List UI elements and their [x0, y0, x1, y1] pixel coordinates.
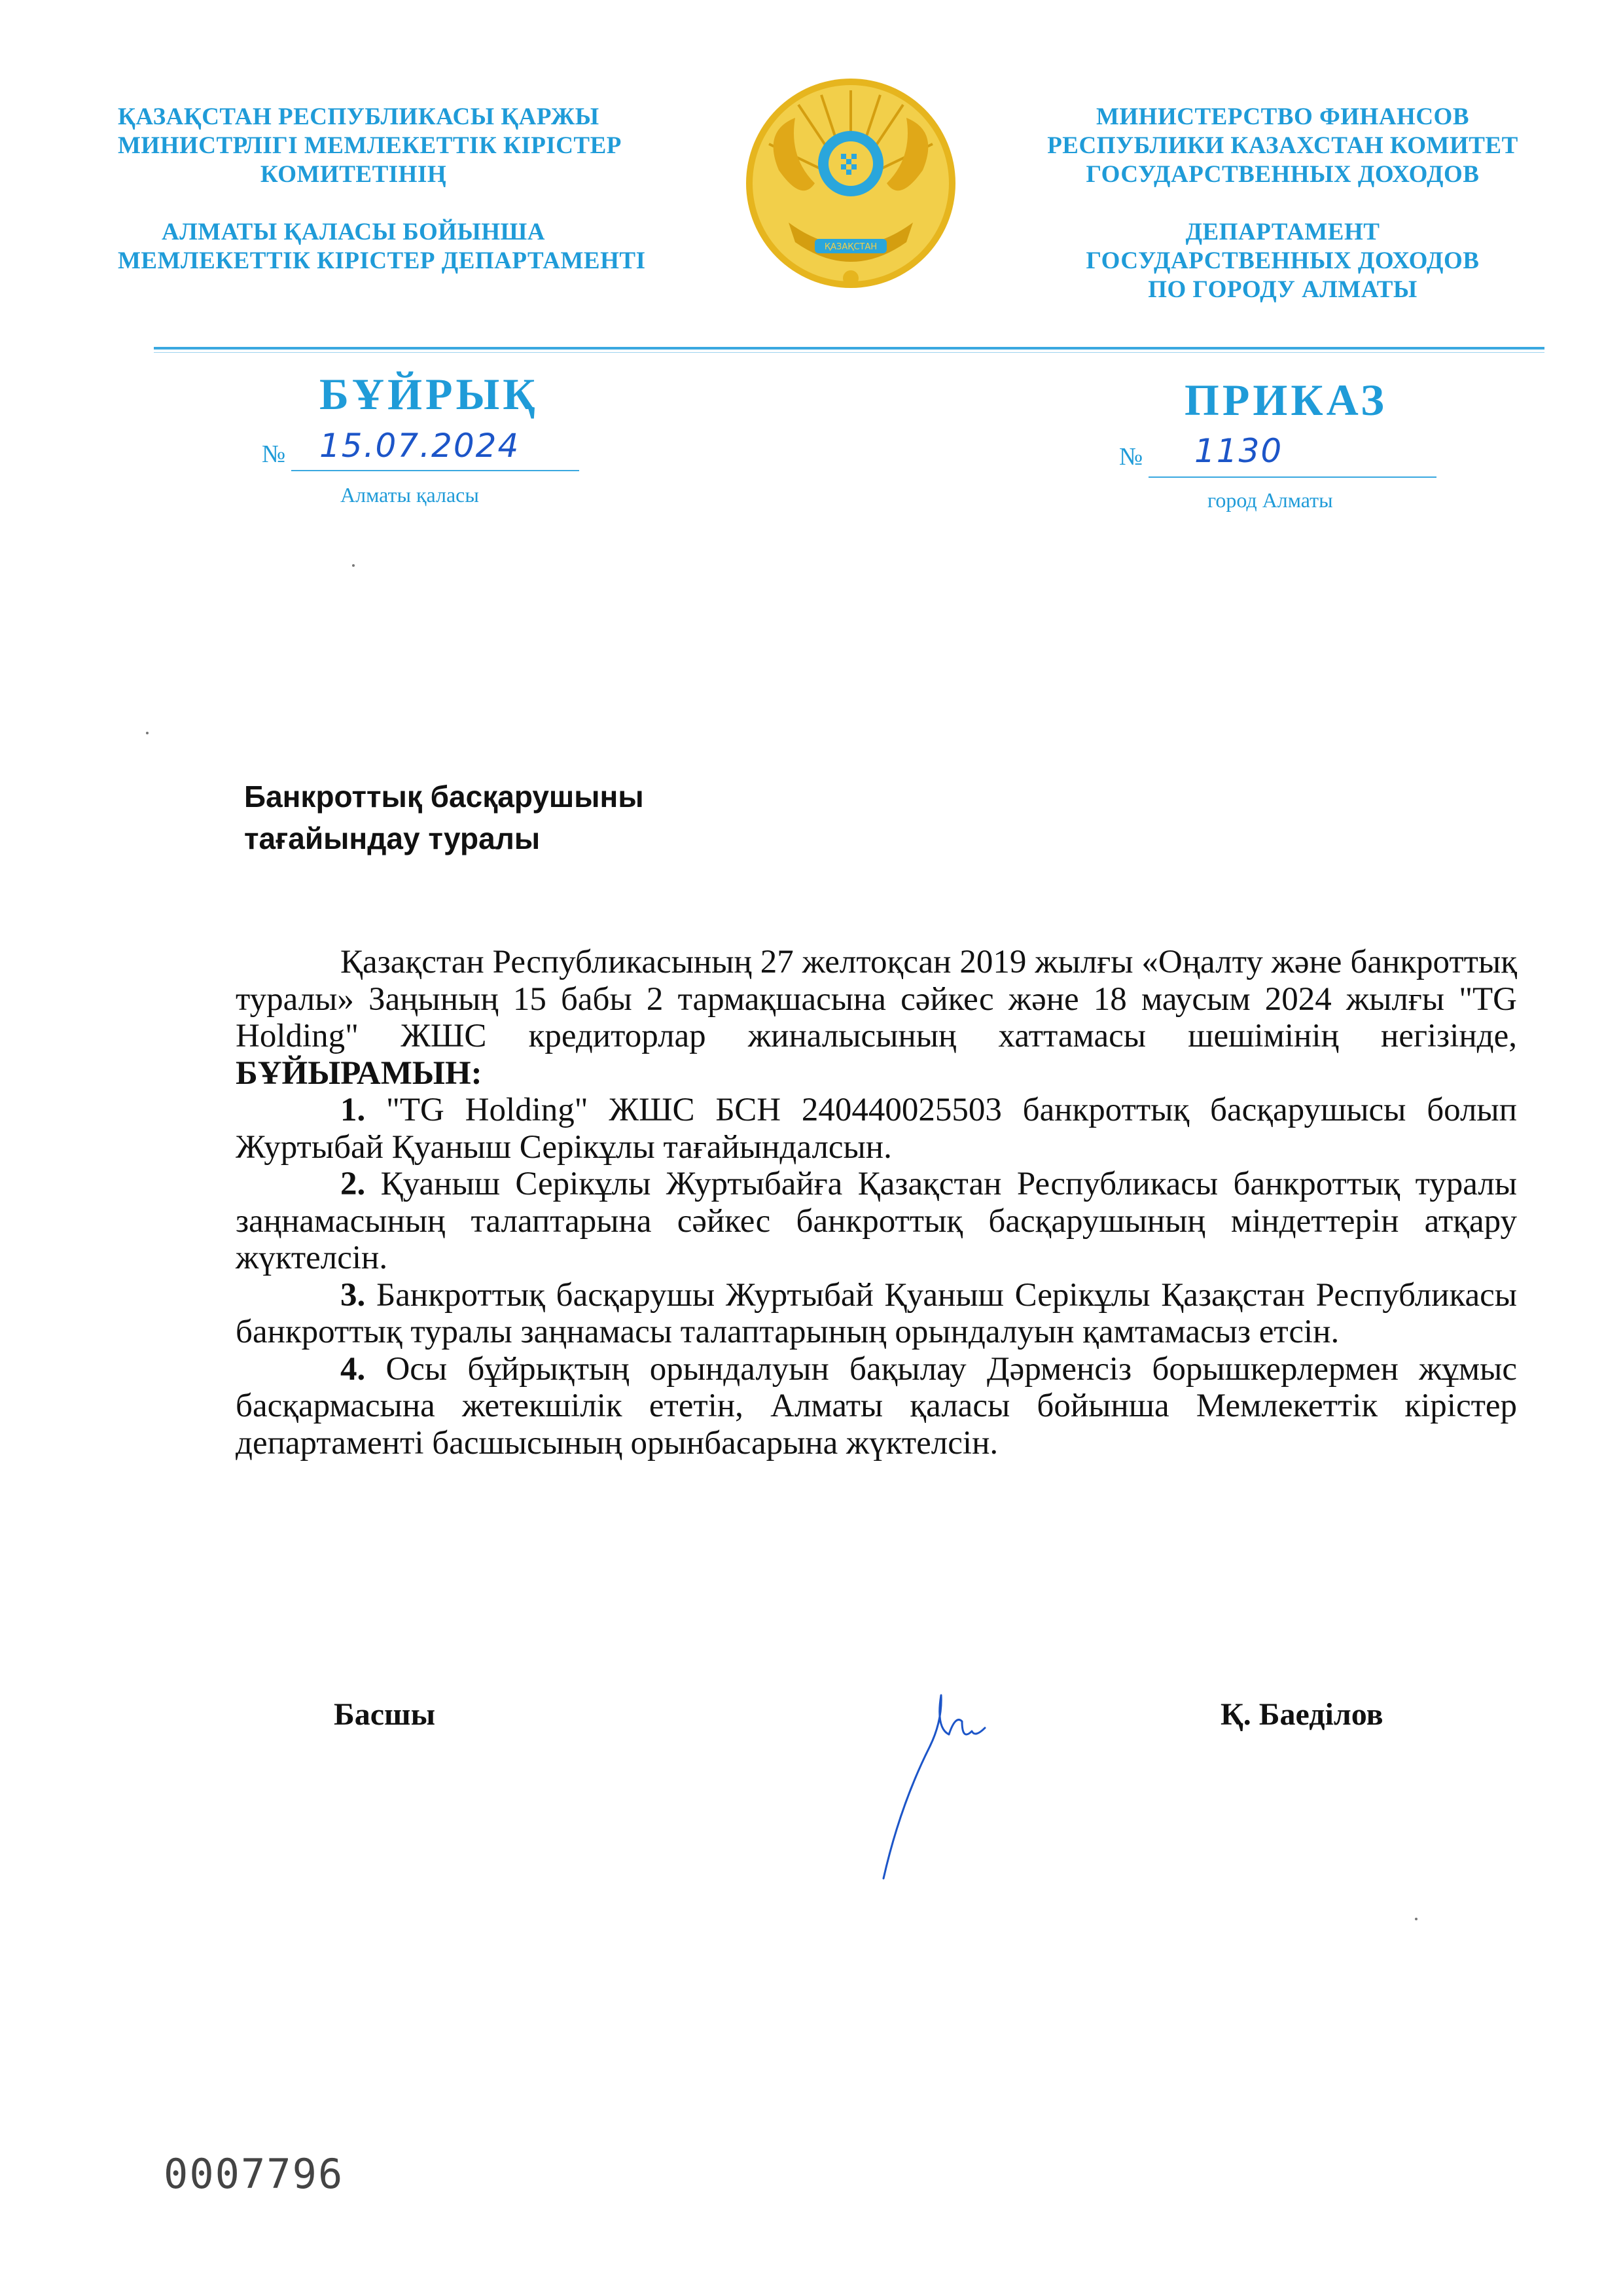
- body-item-4-text: Осы бұйрықтың орындалуын бақылау Дәрменсіз борышкерлермен жұмыс басқармасына жетекшілік ететін, Алматы қаласы бойынша Мемлекеттік кірістер департаменті басшысының орынбасарына жүктелсін.: [236, 1350, 1518, 1462]
- signatory-position: Басшы: [334, 1697, 436, 1732]
- scan-speck: [1415, 1918, 1418, 1920]
- body-item-1-num: 1.: [340, 1092, 366, 1128]
- body-item-3: [236, 1277, 1517, 1351]
- order-number: 1130: [1194, 432, 1283, 470]
- scan-speck: [146, 732, 149, 734]
- body-item-2-num: 2.: [340, 1166, 366, 1202]
- header-right-line-5: ГОСУДАРСТВЕННЫХ ДОХОДОВ: [1086, 247, 1480, 274]
- scan-speck: [352, 564, 355, 567]
- order-subject: [244, 776, 644, 859]
- header-left: [118, 103, 646, 276]
- number-sign-right: №: [1119, 443, 1143, 471]
- emblem-text: ҚАЗАҚСТАН: [824, 242, 878, 252]
- order-title-kz: БҰЙРЫҚ: [319, 369, 539, 419]
- body-item-2: [236, 1166, 1517, 1277]
- header-right-line-3: ГОСУДАРСТВЕННЫХ ДОХОДОВ: [1086, 161, 1480, 188]
- body-intro-text: Қазақстан Республикасының 27 желтоқсан 2019 жылғы «Оңалту және банкроттық туралы» Заңының 15 бабы 2 тармақшасына сәйкес және 18 маусым 2024 жылғы "TG Holding" ЖШС кредиторлар жиналысының хаттамасы шешімінің негізінде,: [236, 944, 1517, 1054]
- subject-line-1: Банкроттық басқарушыны: [244, 780, 644, 814]
- header-divider-thin: [154, 352, 1544, 353]
- number-underline: [1149, 476, 1436, 478]
- header-divider: [154, 347, 1544, 350]
- header-left-line-2: МИНИСТРЛІГІ МЕМЛЕКЕТТІК КІРІСТЕР: [118, 132, 622, 159]
- body-item-4: [236, 1351, 1517, 1462]
- header-right-line-6: ПО ГОРОДУ АЛМАТЫ: [1148, 276, 1418, 303]
- serial-number: 0007796: [164, 2150, 344, 2198]
- order-body: [236, 944, 1517, 1462]
- body-intro: [236, 944, 1517, 1092]
- subject-line-2: тағайындау туралы: [244, 821, 541, 855]
- body-item-3-text: Банкроттық басқарушы Журтыбай Қуаныш Серікұлы Қазақстан Республикасы банкроттық туралы заңнамасы талаптарының орындалуын қамтамасыз етсін.: [236, 1276, 1517, 1350]
- signatory-name: Қ. Баеділов: [1221, 1697, 1383, 1732]
- header-right: [1008, 103, 1558, 304]
- city-ru: город Алматы: [1207, 488, 1333, 512]
- body-item-4-num: 4.: [340, 1350, 366, 1388]
- body-intro-bold: БҰЙЫРАМЫН:: [236, 1054, 482, 1092]
- body-item-1-text: "TG Holding" ЖШС БСН 240440025503 банкроттық басқарушысы болып Журтыбай Қуаныш Серікұлы тағайындалсын.: [236, 1092, 1517, 1166]
- handwritten-signature: [864, 1676, 1021, 1888]
- state-emblem: [743, 72, 959, 301]
- order-date: 15.07.2024: [319, 427, 520, 465]
- header-left-line-5: МЕМЛЕКЕТТІК КІРІСТЕР ДЕПАРТАМЕНТІ: [118, 247, 646, 274]
- date-underline: [291, 470, 579, 471]
- number-sign-left: №: [262, 440, 286, 468]
- header-left-line-3: КОМИТЕТІНІҢ: [260, 161, 447, 188]
- city-kz: Алматы қаласы: [340, 483, 479, 507]
- body-item-1: [236, 1092, 1517, 1166]
- header-left-line-1: ҚАЗАҚСТАН РЕСПУБЛИКАСЫ ҚАРЖЫ: [118, 103, 599, 130]
- header-left-line-4: АЛМАТЫ ҚАЛАСЫ БОЙЫНША: [162, 219, 545, 245]
- header-right-line-1: МИНИСТЕРСТВО ФИНАНСОВ: [1096, 103, 1470, 130]
- header-right-line-4: ДЕПАРТАМЕНТ: [1185, 219, 1380, 245]
- order-title-ru: ПРИКАЗ: [1185, 375, 1387, 425]
- body-item-3-num: 3.: [340, 1276, 366, 1314]
- header-right-line-2: РЕСПУБЛИКИ КАЗАХСТАН КОМИТЕТ: [1047, 132, 1518, 159]
- body-item-2-text: Қуаныш Серікұлы Журтыбайға Қазақстан Республикасы банкроттық туралы заңнамасының талаптарына сәйкес банкроттық басқарушының міндеттерін атқару жүктелсін.: [236, 1166, 1517, 1276]
